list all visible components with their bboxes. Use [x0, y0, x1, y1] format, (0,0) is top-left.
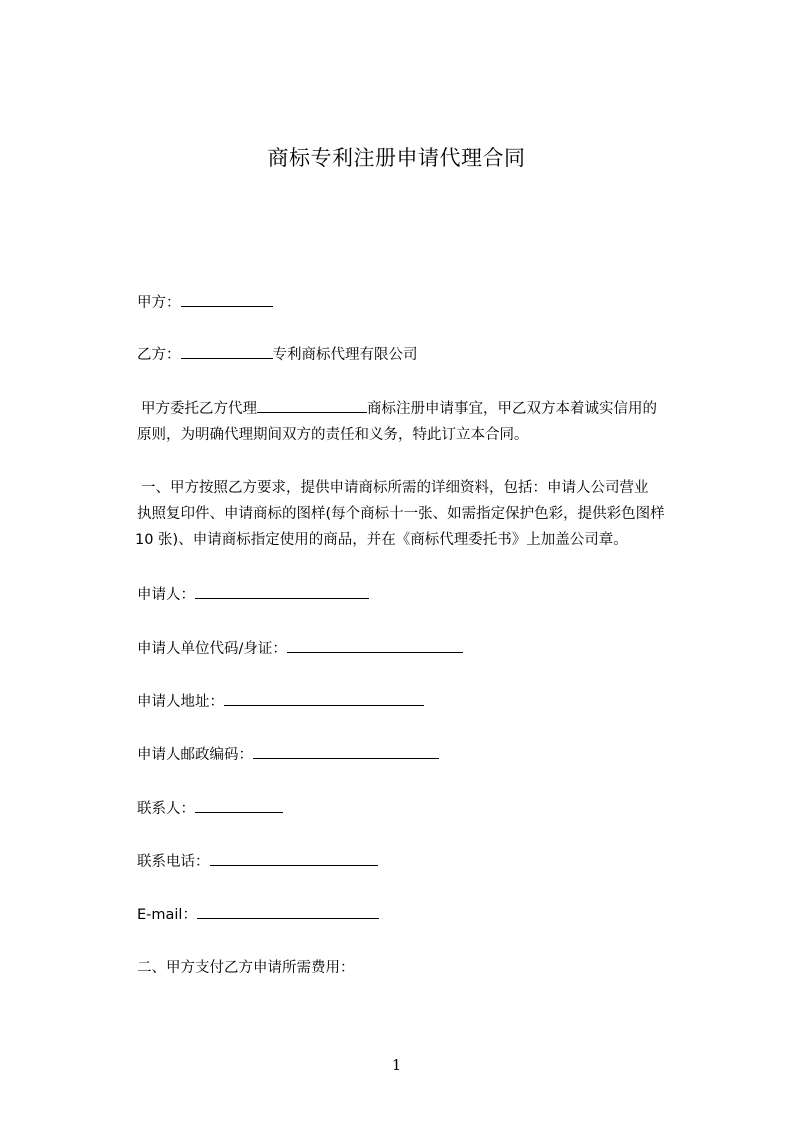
applicant-code-label: 申请人单位代码/身证： — [137, 641, 287, 657]
applicant-label: 申请人： — [137, 587, 195, 603]
applicant-address-label: 申请人地址： — [137, 694, 224, 710]
page-number: 1 — [391, 1056, 402, 1074]
clause-1-line-2: 执照复印件、申请商标的图样(每个商标十一张、如需指定保护色彩，提供彩色图样 — [137, 506, 665, 522]
party-a-line — [137, 292, 273, 313]
phone-label: 联系电话： — [137, 854, 210, 870]
applicant-blank — [195, 584, 369, 599]
applicant-code-blank — [287, 638, 463, 653]
clause-1-line-1: 一、甲方按照乙方要求，提供申请商标所需的详细资料，包括：申请人公司营业 — [141, 480, 649, 496]
email-blank — [197, 904, 379, 919]
applicant-postcode-label: 申请人邮政编码： — [137, 747, 253, 763]
email-field — [137, 904, 379, 925]
intro-text-end: 商标注册申请事宜，甲乙双方本着诚实信用的 — [367, 401, 657, 417]
party-a-label: 甲方： — [137, 295, 181, 311]
applicant-postcode-blank — [253, 744, 439, 759]
contact-label: 联系人： — [137, 801, 195, 817]
applicant-postcode-field — [137, 744, 439, 765]
contact-blank — [195, 798, 283, 813]
contact-field — [137, 798, 283, 819]
intro-line-2: 原则，为明确代理期间双方的责任和义务，特此订立本合同。 — [137, 427, 529, 443]
clause-2-heading: 二、甲方支付乙方申请所需费用： — [137, 960, 355, 976]
party-b-suffix: 专利商标代理有限公司 — [272, 347, 418, 363]
party-b-line — [137, 344, 418, 365]
intro-text-start: 甲方委托乙方代理 — [141, 401, 257, 417]
applicant-address-blank — [224, 691, 424, 706]
email-label: E-mail： — [137, 907, 197, 923]
clause-1-paragraph — [137, 475, 707, 553]
intro-paragraph — [137, 396, 707, 448]
agency-blank — [257, 398, 367, 413]
document-title: 商标专利注册申请代理合同 — [267, 146, 526, 170]
party-a-blank — [181, 292, 273, 307]
phone-field — [137, 851, 378, 872]
phone-blank — [210, 851, 378, 866]
clause-1-line-3: 10 张)、申请商标指定使用的商品，并在《商标代理委托书》上加盖公司章。 — [135, 532, 628, 548]
applicant-field — [137, 584, 369, 605]
intro-line-1 — [137, 396, 707, 422]
applicant-code-field — [137, 638, 463, 659]
applicant-address-field — [137, 691, 424, 712]
party-b-blank — [181, 344, 273, 359]
party-b-label: 乙方： — [137, 347, 181, 363]
